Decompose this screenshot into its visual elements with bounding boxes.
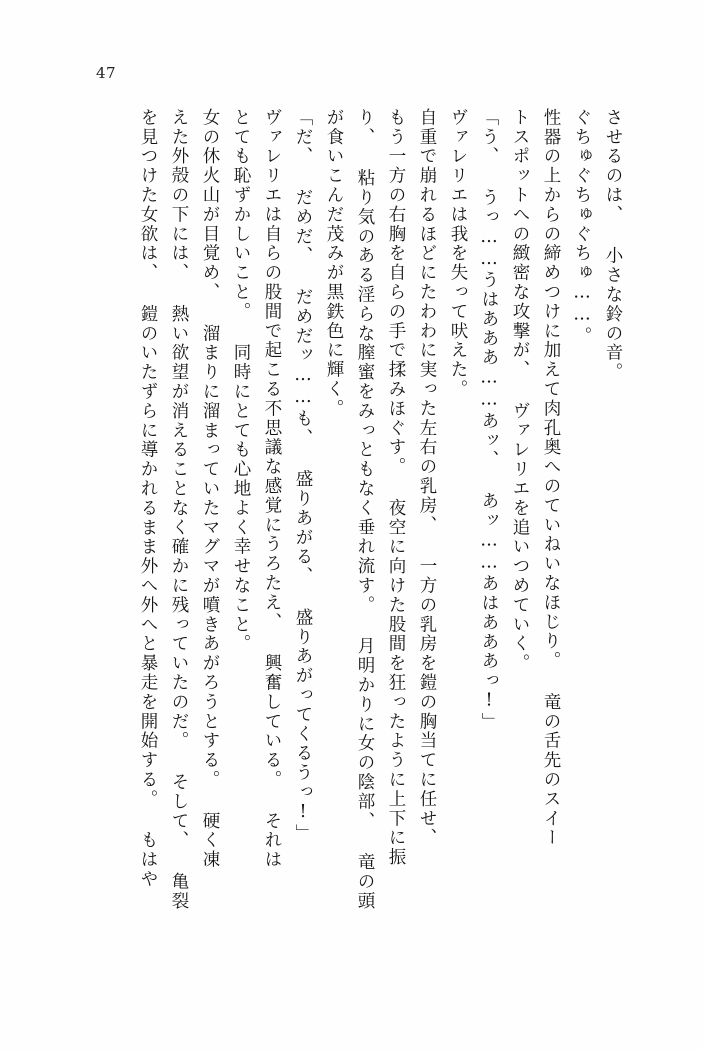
text-column: ぐちゅぐちゅぐちゅ……。: [572, 108, 592, 346]
text-column: えた外殻の下には、 熱い欲望が消えることなく確かに残っていたのだ。 そして、 亀裂: [169, 108, 189, 911]
text-column: 「だ、 だめだ、 だめだッ……も、 盛りあがる、 盛りあがってくるうっ!」: [293, 108, 313, 844]
text-column: 性器の上からの締めつけに加えて肉孔奥へのていねいなほじり。 竜の舌先のスイー: [541, 108, 561, 848]
text-column: もう一方の右胸を自らの手で揉みほぐす。 夜空に向けた股間を狂ったように上下に振: [386, 108, 406, 868]
text-column: させるのは、 小さな鈴の音。: [603, 108, 623, 383]
text-column: とても恥ずかしいこと。 同時にとても心地よく幸せなこと。: [231, 108, 251, 654]
page-number: 47: [96, 64, 117, 82]
text-column: を見つけた女欲は、 鎧のいたずらに導かれるまま外へ外へと暴走を開始する。 もはや: [138, 108, 158, 889]
text-column: り、 粘り気のある淫らな膣蜜をみっともなく垂れ流す。 月明かりに女の陰部、 竜の頭: [355, 108, 375, 911]
text-column: ヴァレリエは我を失って吠えた。: [448, 108, 468, 399]
text-column: ヴァレリエは自らの股間で起こる不思議な感覚にうろたえ、 興奮している。 それは: [262, 108, 282, 870]
text-column: 女の休火山が目覚め、 溜まりに溜まっていたマグマが噴きあがろうとする。 硬く凍: [200, 108, 220, 870]
text-column: 自重で崩れるほどにたわわに実った左右の乳房、 一方の乳房を鎧の胸当てに任せ、: [417, 108, 437, 848]
text-column: トスポットへの緻密な攻撃が、 ヴァレリエを追いつめていく。: [510, 108, 530, 674]
text-column: 「う、 うっ……うはあああ……あッ、 あッ……あはあああっ!」: [479, 108, 499, 732]
text-column: が食いこんだ茂みが黒鉄色に輝く。: [324, 108, 344, 419]
vertical-text-body: [60, 108, 621, 994]
